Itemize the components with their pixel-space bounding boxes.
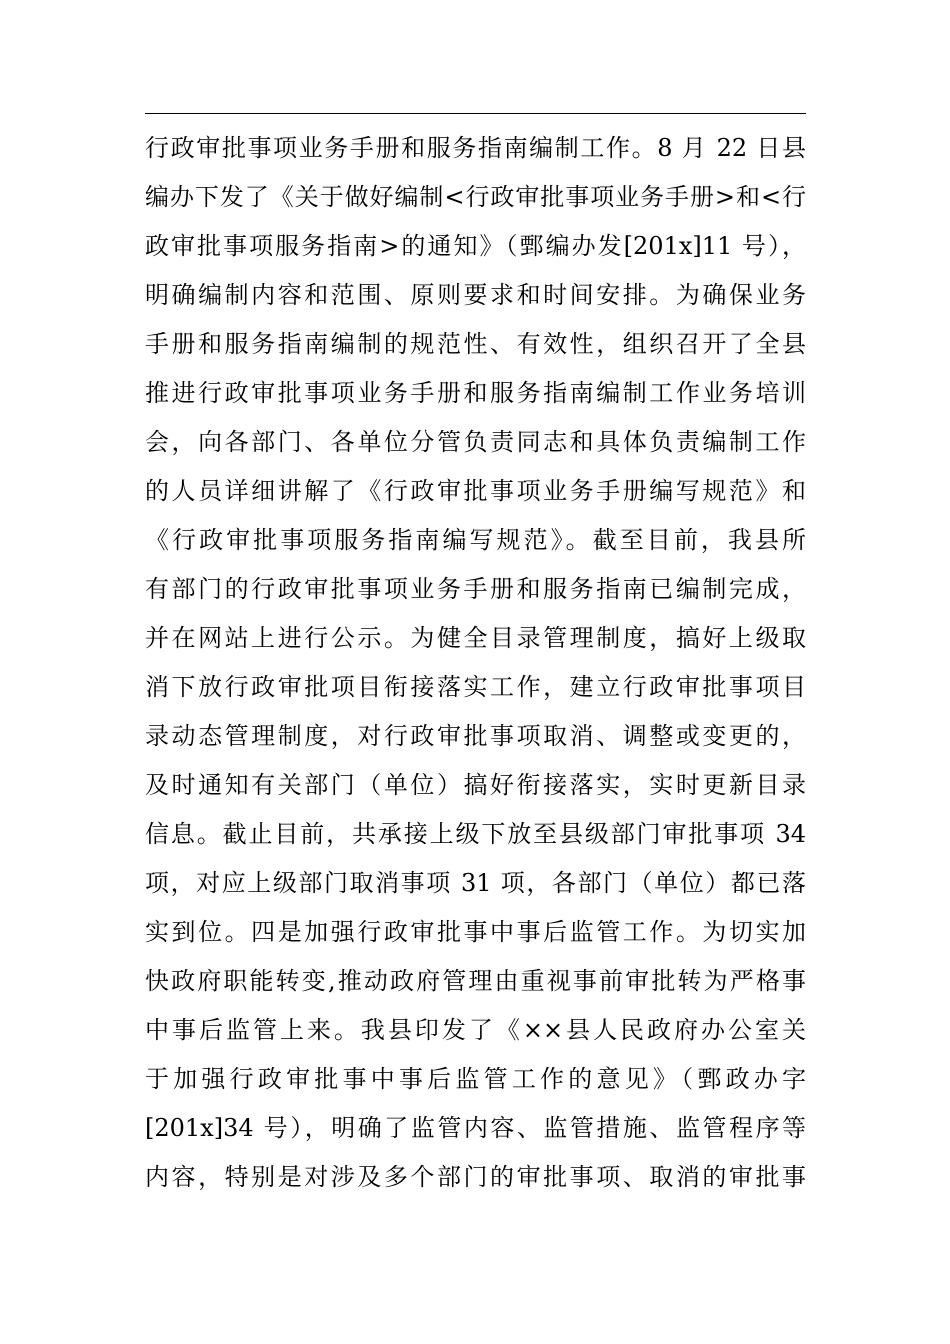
text-line: 于加强行政审批事中事后监管工作的意见》（鄄政办字: [145, 1065, 806, 1093]
text-line: 实到位。四是加强行政审批事中事后监管工作。为切实加: [145, 918, 806, 946]
text-line: 推进行政审批事项业务手册和服务指南编制工作业务培训: [145, 379, 806, 407]
text-line: 编办下发了《关于做好编制<行政审批事项业务手册>和<行: [145, 183, 806, 211]
text-line: 明确编制内容和范围、原则要求和时间安排。为确保业务: [145, 281, 806, 309]
text-line: 录动态管理制度，对行政审批事项取消、调整或变更的，: [145, 722, 806, 750]
text-line: 手册和服务指南编制的规范性、有效性，组织召开了全县: [145, 330, 806, 358]
text-line: 行政审批事项业务手册和服务指南编制工作。8 月 22 日县: [145, 134, 806, 162]
text-line: [201x]34 号），明确了监管内容、监管措施、监管程序等: [145, 1114, 806, 1142]
text-line: 的人员详细讲解了《行政审批事项业务手册编写规范》和: [145, 477, 806, 505]
text-line: 有部门的行政审批事项业务手册和服务指南已编制完成，: [145, 575, 806, 603]
text-line: 并在网站上进行公示。为健全目录管理制度，搞好上级取: [145, 624, 806, 652]
text-line: 中事后监管上来。我县印发了《××县人民政府办公室关: [145, 1016, 806, 1044]
text-line: 及时通知有关部门（单位）搞好衔接落实，实时更新目录: [145, 771, 806, 799]
text-line: 政审批事项服务指南>的通知》（鄄编办发[201x]11 号），: [145, 232, 806, 260]
header-rule: [145, 113, 806, 114]
text-line: 项，对应上级部门取消事项 31 项，各部门（单位）都已落: [145, 869, 806, 897]
text-line: 信息。截止目前，共承接上级下放至县级部门审批事项 34: [145, 820, 806, 848]
text-line: 快政府职能转变,推动政府管理由重视事前审批转为严格事: [145, 967, 806, 995]
text-line: 会，向各部门、各单位分管负责同志和具体负责编制工作: [145, 428, 806, 456]
text-line: 内容，特别是对涉及多个部门的审批事项、取消的审批事: [145, 1163, 806, 1191]
text-line: 《行政审批事项服务指南编写规范》。截至目前，我县所: [145, 526, 806, 554]
body-text: [145, 124, 806, 1202]
text-line: 消下放行政审批项目衔接落实工作，建立行政审批事项目: [145, 673, 806, 701]
